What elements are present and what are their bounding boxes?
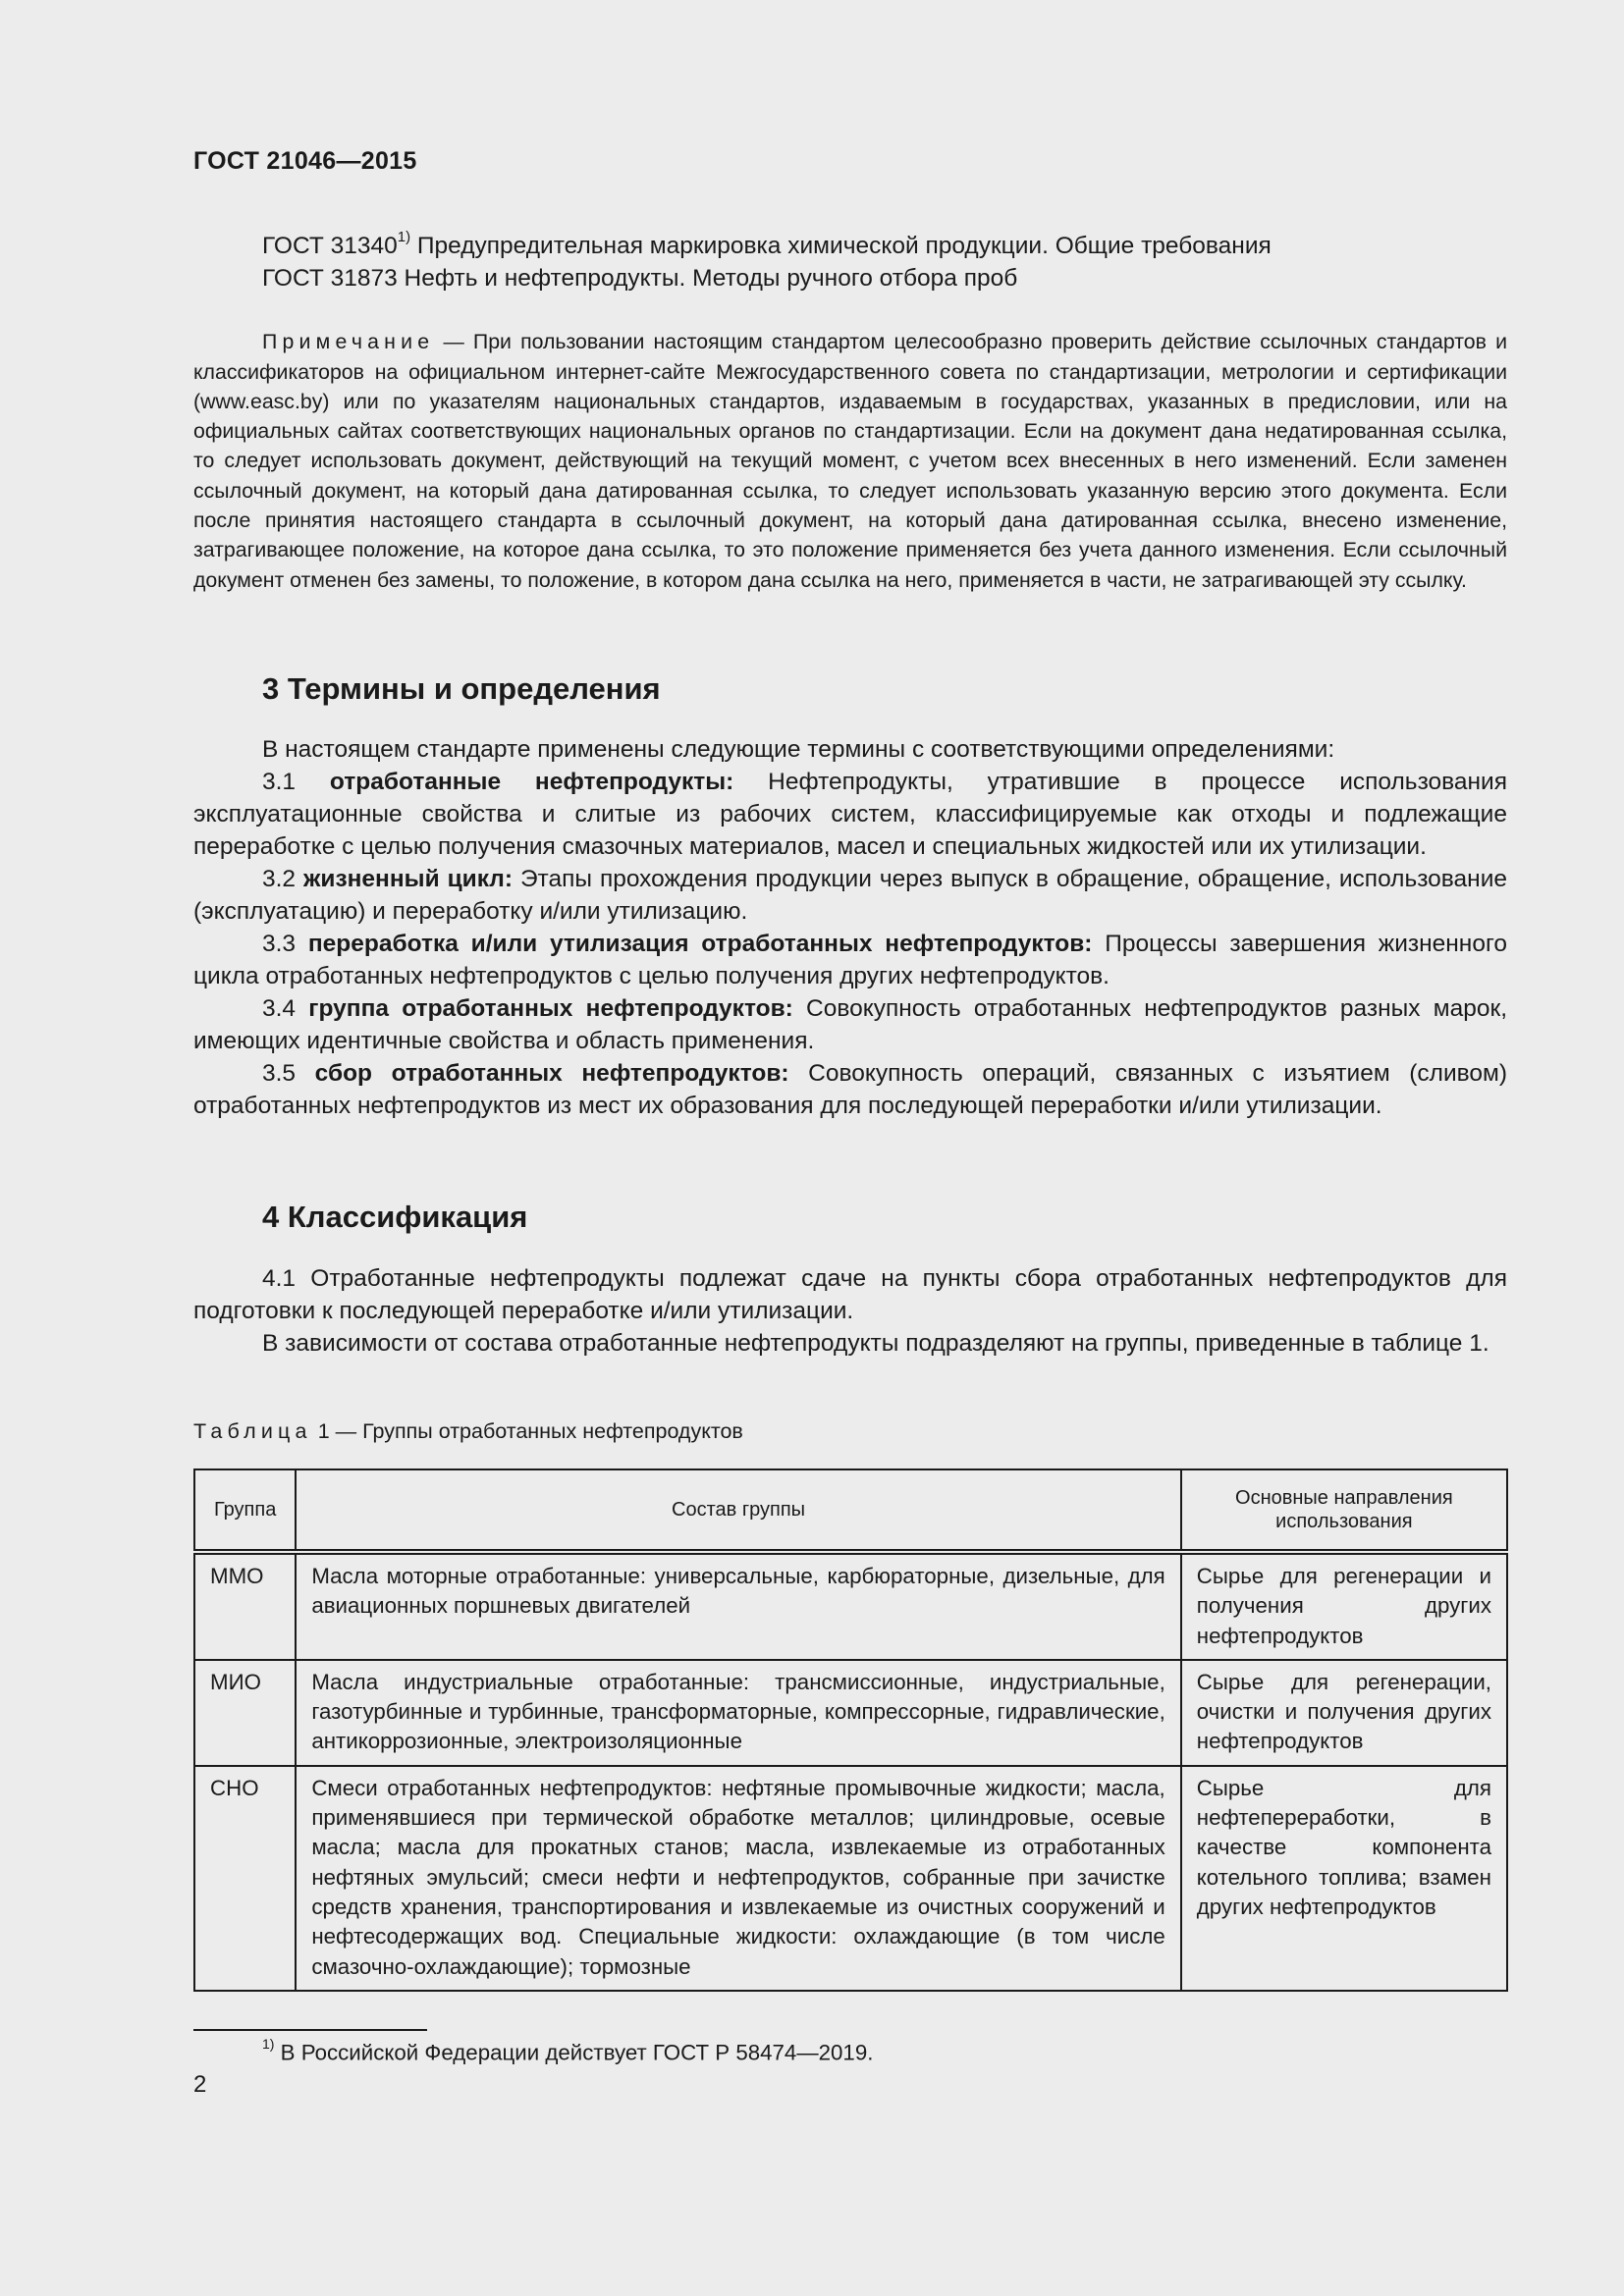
term-number: 3.2 [262,866,297,892]
normative-references-list [193,224,1509,294]
column-header-group: Группа [194,1469,296,1552]
reference-code: ГОСТ 31340 [262,233,398,260]
column-header-composition: Состав группы [296,1469,1180,1552]
reference-code: ГОСТ 31873 [262,265,398,293]
term-text: Совокупность операций, связанных с изъятием (сливом) отработанных нефтепродуктов из мест их образования для последующей переработки и/или утилизации. [193,1060,1508,1119]
cell-usage: Сырье для регенерации, очистки и получения других нефтепродуктов [1181,1660,1507,1766]
note-text: При пользовании настоящим стандартом целесообразно проверить действие ссылочных стандартов и классификаторов на официальном интернет-сайте Межгосударственного совета по стандартизации, метрологии и сертификации (www.easc.by) или по указателям национальных стандартов, издаваемым в государствах, указанных в предисловии, или на официальных сайтах соответствующих национальных органов по стандартизации. Если на документ дана недатированная ссылка, то следует использовать документ, действующий на текущий момент, с учетом всех внесенных в него изменений. Если заменен ссылочный документ, на который дана датированная ссылка, то следует использовать указанную версию этого документа. Если после принятия настоящего стандарта в ссылочный документ, на который дана датированная ссылка, внесено изменение, затрагивающее положение, на которое дана ссылка, то это положение применяется без учета данного изменения. Если ссылочный документ отменен без замены, то положение, в котором дана ссылка на него, применяется в части, не затрагивающей эту ссылку. [193,330,1507,592]
section-3-body [193,733,1507,1122]
term-name: переработка и/или утилизация отработанных нефтепродуктов: [307,931,1093,957]
table-row [194,1552,1507,1660]
term-definition [193,992,1507,1057]
table-row [194,1766,1507,1991]
document-code-header: ГОСТ 21046—2015 [193,147,417,175]
term-text: Совокупность отработанных нефтепродуктов разных марок, имеющих идентичные свойства и область применения. [193,995,1507,1054]
footnote-text: В Российской Федерации действует ГОСТ Р 58474—2019. [280,2040,874,2065]
footnote-marker: 1) [397,229,411,245]
term-name: группа отработанных нефтепродуктов: [308,995,793,1022]
section-4-paragraph: 4.1 Отработанные нефтепродукты подлежат сдаче на пункты сбора отработанных нефтепродуктов для подготовки к последующей переработке и/или утилизации. [193,1265,1507,1324]
reference-item [193,262,1509,294]
table-row [194,1660,1507,1766]
term-name: отработанные нефтепродукты: [329,769,734,795]
table-caption [193,1419,743,1444]
cell-group-code: МИО [194,1660,296,1766]
term-text: Процессы завершения жизненного цикла отработанных нефтепродуктов с целью получения других нефтепродуктов. [193,931,1507,989]
note-label: Примечание [262,330,435,354]
table-caption-text: 1 — Группы отработанных нефтепродуктов [317,1419,743,1443]
cell-composition: Масла индустриальные отработанные: трансмиссионные, индустриальные, газотурбинные и турбинные, трансформаторные, компрессорные, гидравлические, антикоррозионные, электроизоляционные [296,1660,1180,1766]
footnote-marker: 1) [262,2036,275,2052]
footnote-separator [193,2029,427,2031]
cell-group-code: СНО [194,1766,296,1991]
term-name: сбор отработанных нефтепродуктов: [314,1060,789,1087]
note-paragraph [193,327,1507,595]
term-definition [193,928,1507,992]
section-3-title: 3 Термины и определения [262,671,661,706]
cell-composition: Смеси отработанных нефтепродуктов: нефтяные промывочные жидкости; масла, применявшиеся при термической обработке металлов; цилиндровые, осевые масла; масла для прокатных станов; масла, извлекаемые из отработанных нефтяных эмульсий; смеси нефти и нефтепродуктов, собранные при зачистке средств хранения, транспортирования и извлекаемые из очистных сооружений и нефтесодержащих вод. Специальные жидкости: охлаждающие (в том числе смазочно-охлаждающие); тормозные [296,1766,1180,1991]
term-number: 3.5 [262,1060,297,1087]
section-4-body [193,1262,1507,1360]
page-number: 2 [193,2071,207,2098]
term-definition [193,766,1507,863]
term-definition [193,1057,1507,1122]
table-caption-label: Таблица [193,1419,312,1443]
section-4-title: 4 Классификация [262,1200,528,1234]
section-4-paragraph: В зависимости от состава отработанные нефтепродукты подразделяют на группы, приведенные в таблице 1. [262,1330,1489,1357]
term-text: Этапы прохождения продукции через выпуск в обращение, обращение, использование (эксплуатацию) и переработку и/или утилизацию. [193,866,1508,925]
table-header-row [194,1469,1507,1552]
column-header-usage: Основные направления использования [1181,1469,1507,1552]
cell-usage: Сырье для нефтепереработки, в качестве компонента котельного топлива; взамен других нефтепродуктов [1181,1766,1507,1991]
note-dash: — [443,330,464,354]
reference-title: Предупредительная маркировка химической продукции. Общие требования [416,233,1272,260]
term-number: 3.1 [262,769,297,795]
footnote [262,2032,873,2067]
term-definition [193,863,1507,928]
term-text: Нефтепродукты, утратившие в процессе использования эксплуатационные свойства и слитые из рабочих систем, классифицируемые как отходы и подлежащие переработке с целью получения смазочных материалов, масел и специальных жидкостей или их утилизации. [193,769,1507,860]
groups-table [193,1468,1508,1992]
cell-usage: Сырье для регенерации и получения других нефтепродуктов [1181,1552,1507,1660]
term-number: 3.3 [262,931,297,957]
cell-group-code: ММО [194,1552,296,1660]
section-3-intro: В настоящем стандарте применены следующие термины с соответствующими определениями: [262,736,1335,763]
term-name: жизненный цикл: [303,866,513,892]
reference-title: Нефть и нефтепродукты. Методы ручного отбора проб [404,265,1018,293]
cell-composition: Масла моторные отработанные: универсальные, карбюраторные, дизельные, для авиационных поршневых двигателей [296,1552,1180,1660]
reference-item [193,224,1509,262]
term-number: 3.4 [262,995,297,1022]
